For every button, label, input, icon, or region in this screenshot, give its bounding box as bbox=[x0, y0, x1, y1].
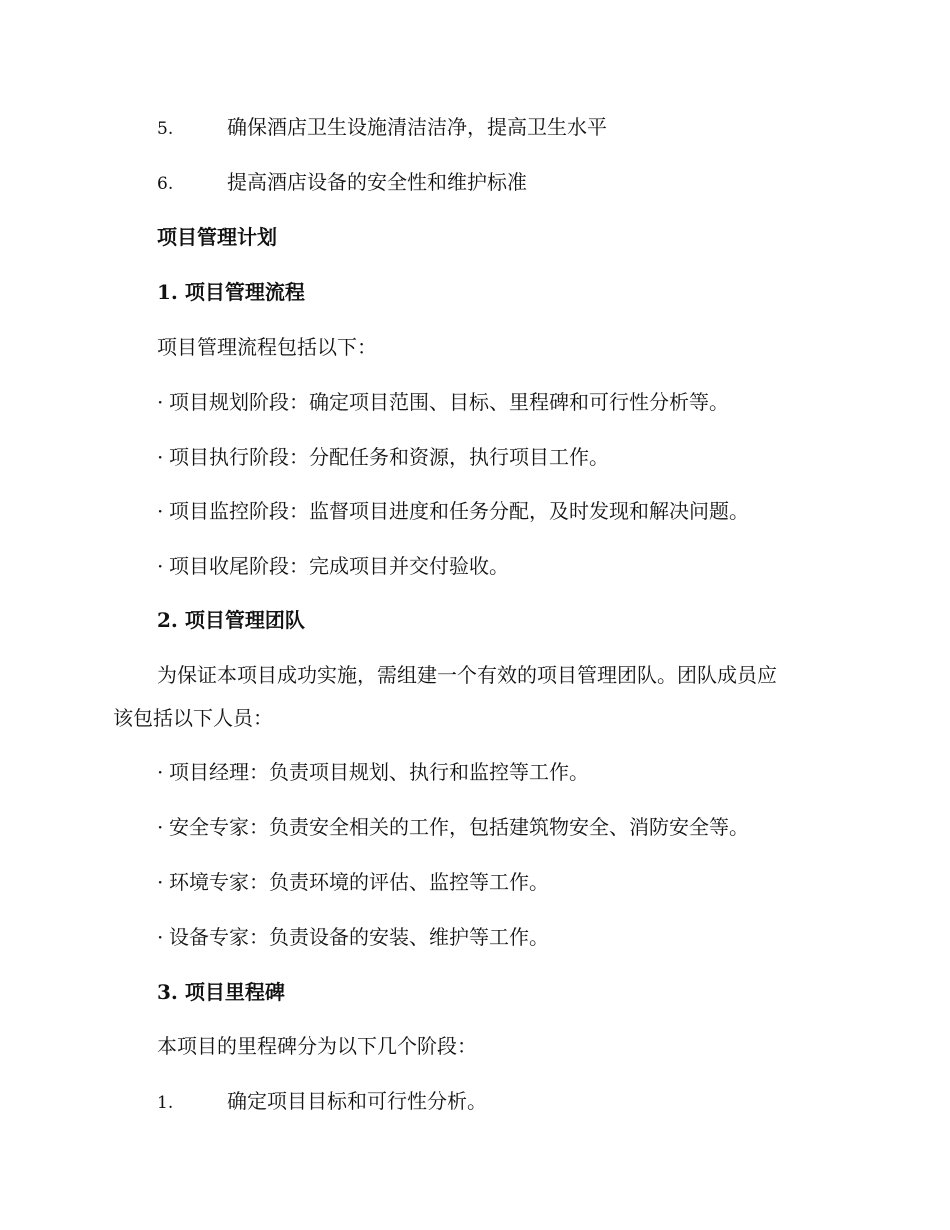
list-item bbox=[157, 445, 609, 469]
bullet-icon: · bbox=[157, 925, 164, 949]
process-intro: 项目管理流程包括以下： bbox=[157, 335, 377, 359]
list-item bbox=[157, 499, 749, 523]
numbered-item bbox=[157, 170, 527, 196]
list-item-text: 项目收尾阶段：完成项目并交付验收。 bbox=[169, 554, 509, 578]
item-number: 5. bbox=[157, 119, 174, 139]
list-item bbox=[157, 925, 549, 949]
team-intro-line1: 为保证本项目成功实施，需组建一个有效的项目管理团队。团队成员应 bbox=[157, 663, 777, 687]
team-heading: 2. 项目管理团队 bbox=[157, 608, 305, 632]
bullet-icon: · bbox=[157, 760, 164, 784]
list-item bbox=[157, 390, 729, 414]
process-heading: 1. 项目管理流程 bbox=[157, 280, 305, 304]
list-item-text: 环境专家：负责环境的评估、监控等工作。 bbox=[169, 870, 549, 894]
list-item-text: 安全专家：负责安全相关的工作，包括建筑物安全、消防安全等。 bbox=[169, 815, 749, 839]
item-text: 确定项目目标和可行性分析。 bbox=[227, 1089, 487, 1113]
list-item bbox=[157, 554, 509, 578]
bullet-icon: · bbox=[157, 499, 164, 523]
milestones-heading: 3. 项目里程碑 bbox=[157, 980, 285, 1004]
section-title: 项目管理计划 bbox=[157, 225, 277, 249]
bullet-icon: · bbox=[157, 445, 164, 469]
item-number: 1. bbox=[157, 1093, 174, 1113]
milestones-intro: 本项目的里程碑分为以下几个阶段： bbox=[157, 1034, 477, 1058]
list-item bbox=[157, 760, 589, 784]
bullet-icon: · bbox=[157, 870, 164, 894]
item-text: 确保酒店卫生设施清洁洁净，提高卫生水平 bbox=[227, 115, 607, 139]
list-item bbox=[157, 815, 749, 839]
bullet-icon: · bbox=[157, 390, 164, 414]
list-item-text: 设备专家：负责设备的安装、维护等工作。 bbox=[169, 925, 549, 949]
numbered-item bbox=[157, 1089, 487, 1115]
numbered-item bbox=[157, 115, 607, 141]
item-text: 提高酒店设备的安全性和维护标准 bbox=[227, 170, 527, 194]
item-number: 6. bbox=[157, 174, 174, 194]
list-item bbox=[157, 870, 549, 894]
team-intro-line2: 该包括以下人员： bbox=[113, 706, 273, 730]
list-item-text: 项目监控阶段：监督项目进度和任务分配，及时发现和解决问题。 bbox=[169, 499, 749, 523]
list-item-text: 项目经理：负责项目规划、执行和监控等工作。 bbox=[169, 760, 589, 784]
bullet-icon: · bbox=[157, 815, 164, 839]
list-item-text: 项目执行阶段：分配任务和资源，执行项目工作。 bbox=[169, 445, 609, 469]
list-item-text: 项目规划阶段：确定项目范围、目标、里程碑和可行性分析等。 bbox=[169, 390, 729, 414]
bullet-icon: · bbox=[157, 554, 164, 578]
